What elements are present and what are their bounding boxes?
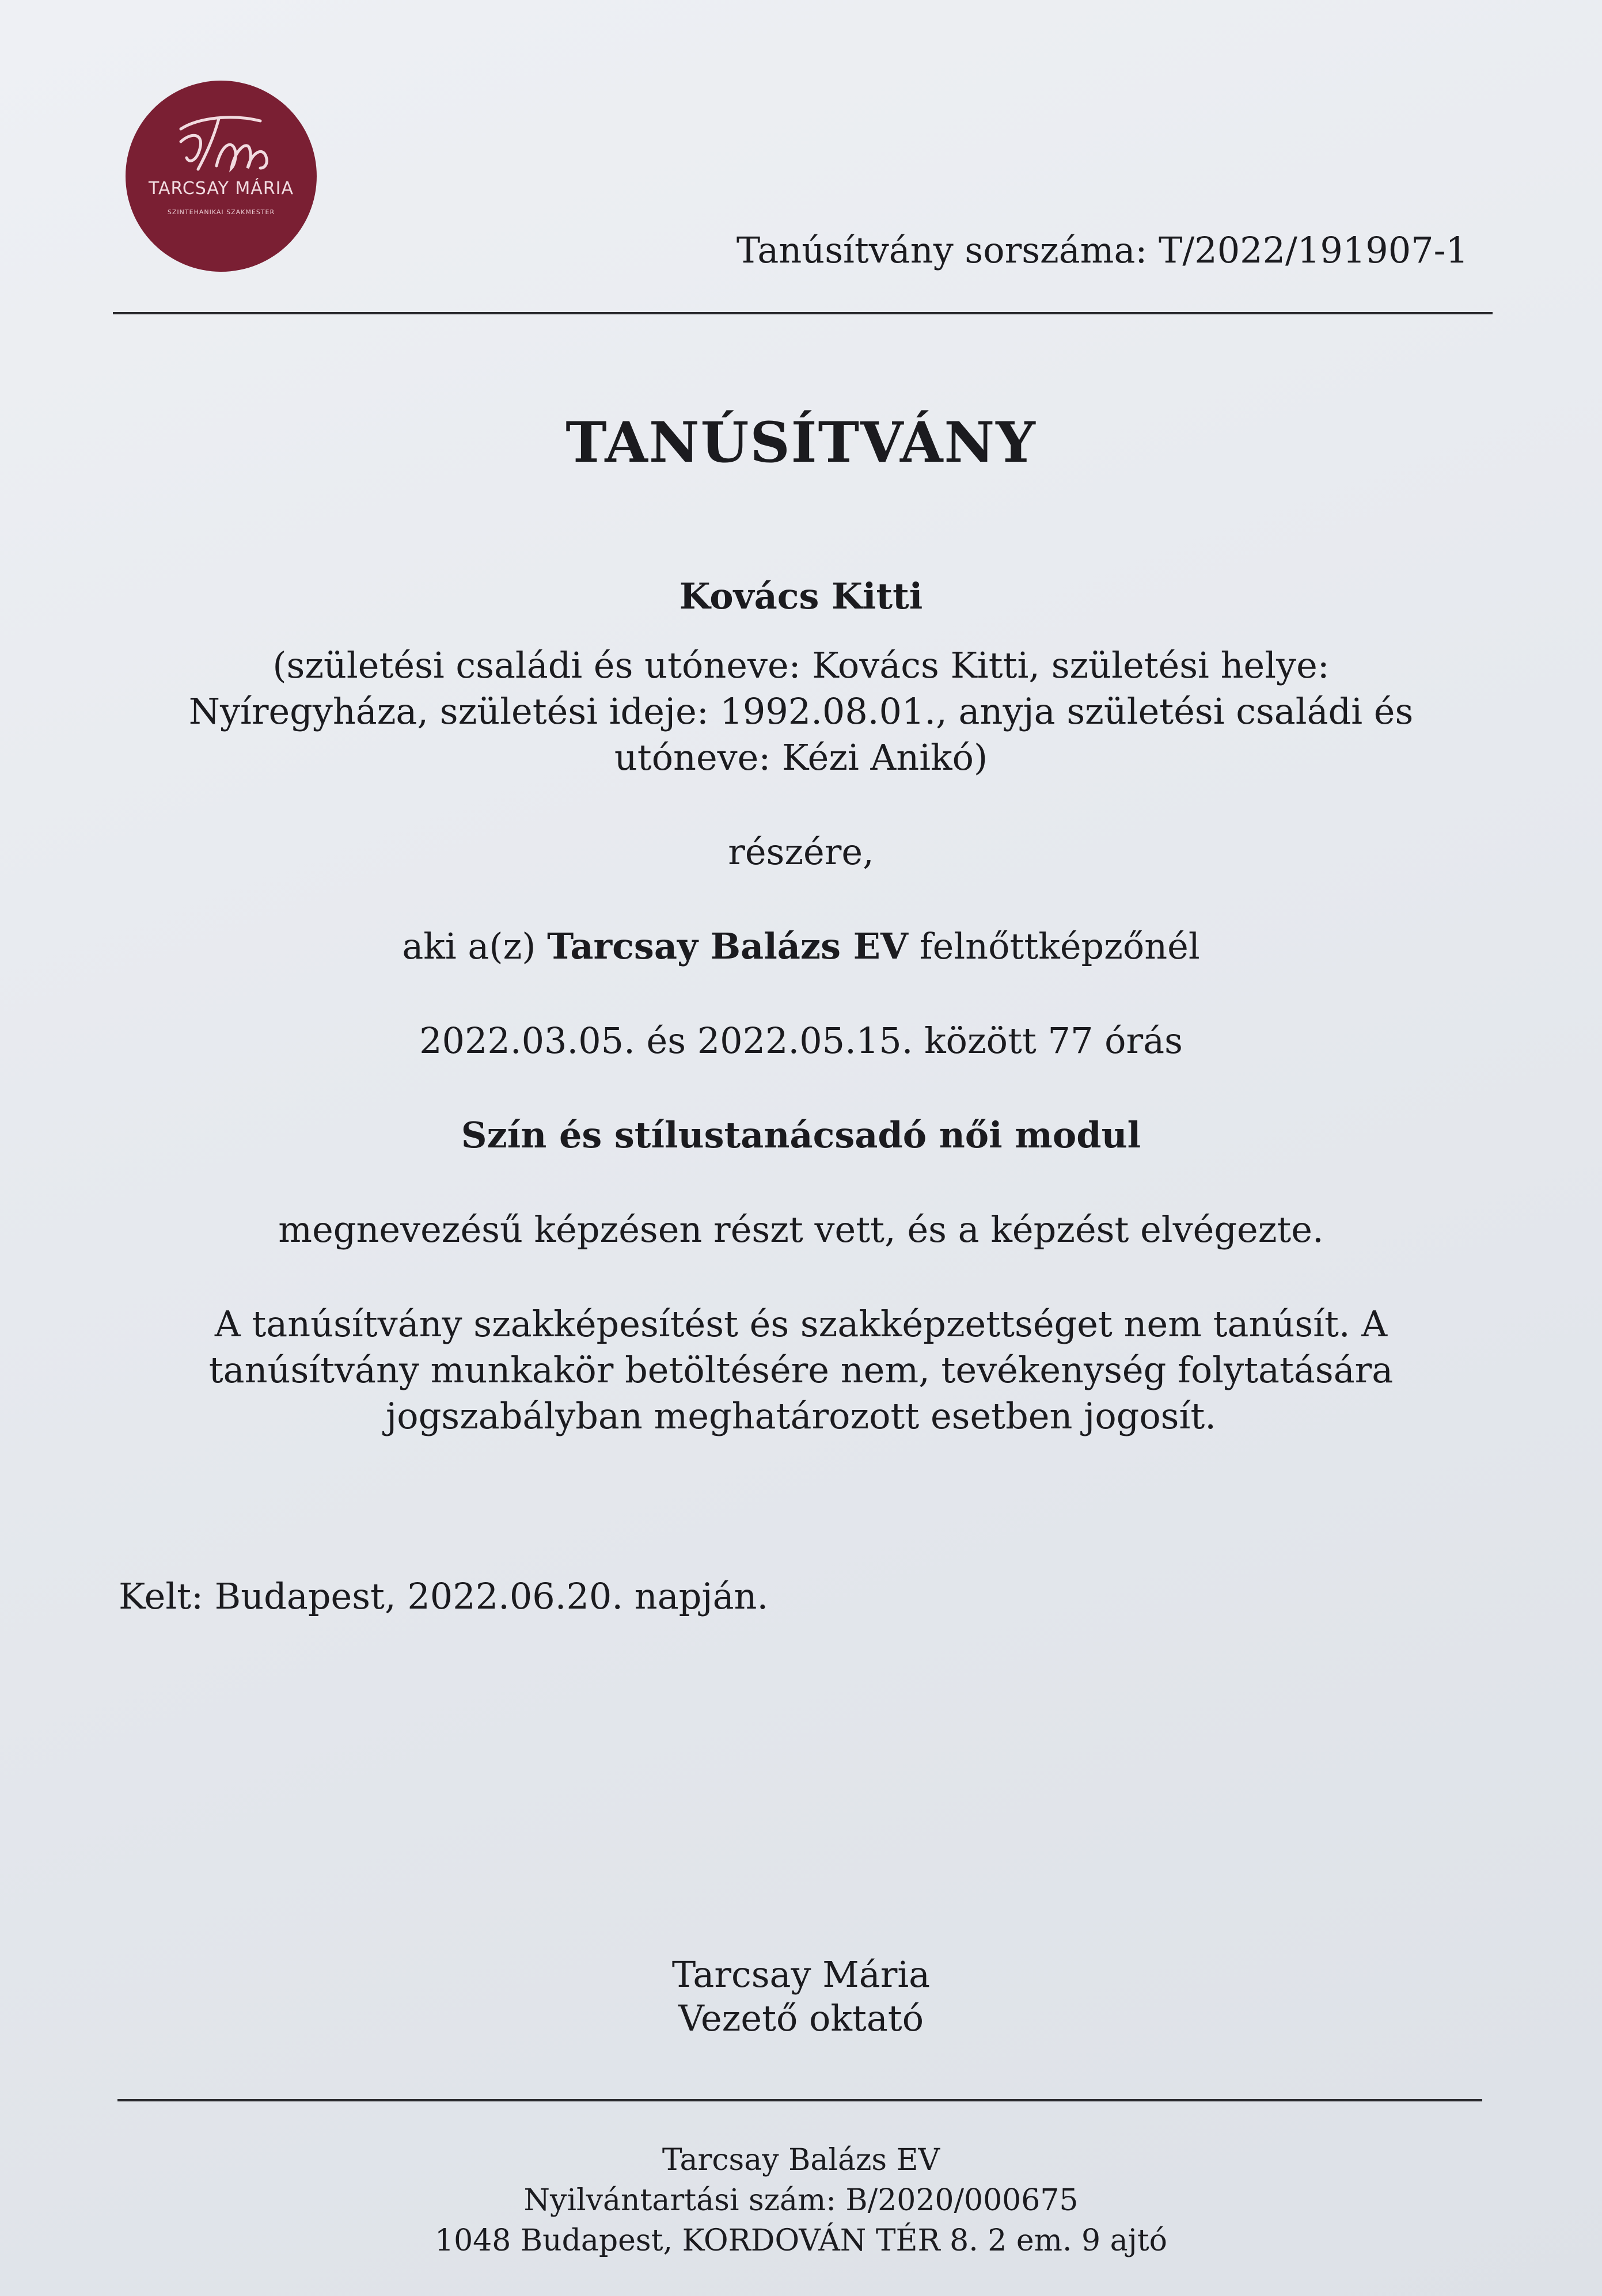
provider-line — [0, 923, 1602, 970]
recipient-details-line: (születési családi és utóneve: Kovács Kitti, születési helye: — [272, 644, 1330, 686]
logo-tagline: SZINTEHANIKAI SZAKMESTER — [167, 208, 275, 216]
issue-date-place: Kelt: Budapest, 2022.06.20. napján. — [119, 1575, 769, 1617]
disclaimer-line: jogszabályban meghatározott esetben jogosít. — [386, 1395, 1216, 1437]
page-title: TANÚSÍTVÁNY — [565, 410, 1037, 475]
signatory-name: Tarcsay Mária — [671, 1953, 931, 1995]
disclaimer-line: tanúsítvány munkakör betöltésére nem, tevékenység folytatására — [208, 1349, 1394, 1391]
footer-company: Tarcsay Balázs EV — [662, 2143, 940, 2177]
recipient-details-line: utóneve: Kézi Anikó) — [614, 736, 988, 778]
training-period: 2022.03.05. és 2022.05.15. között 77 órás — [419, 1020, 1183, 1062]
provider-prefix: aki a(z) — [402, 925, 536, 967]
course-name: Szín és stílustanácsadó női modul — [461, 1114, 1141, 1156]
reszere-text: részére, — [728, 831, 874, 873]
provider-suffix: felnőttképzőnél — [919, 925, 1200, 967]
provider-name: Tarcsay Balázs EV — [547, 925, 908, 967]
footer-divider — [117, 2099, 1482, 2101]
recipient-details-line: Nyíregyháza, születési ideje: 1992.08.01., anyja születési családi és — [188, 690, 1414, 732]
logo — [126, 81, 317, 272]
disclaimer-line: A tanúsítvány szakképesítést és szakképzettséget nem tanúsít. A — [214, 1303, 1388, 1345]
signatory-role: Vezető oktató — [678, 1997, 924, 2039]
completion-text: megnevezésű képzésen részt vett, és a képzést elvégezte. — [278, 1208, 1324, 1250]
recipient-name: Kovács Kitti — [679, 575, 923, 617]
certificate-serial-number: Tanúsítvány sorszáma: T/2022/191907-1 — [736, 229, 1468, 271]
footer-address: 1048 Budapest, KORDOVÁN TÉR 8. 2 em. 9 ajtó — [435, 2223, 1167, 2258]
header-divider — [113, 312, 1493, 314]
logo-name: TARCSAY MÁRIA — [148, 178, 294, 199]
footer-registration: Nyilvántartási szám: B/2020/000675 — [523, 2183, 1079, 2218]
signature-monogram-icon — [164, 101, 279, 182]
